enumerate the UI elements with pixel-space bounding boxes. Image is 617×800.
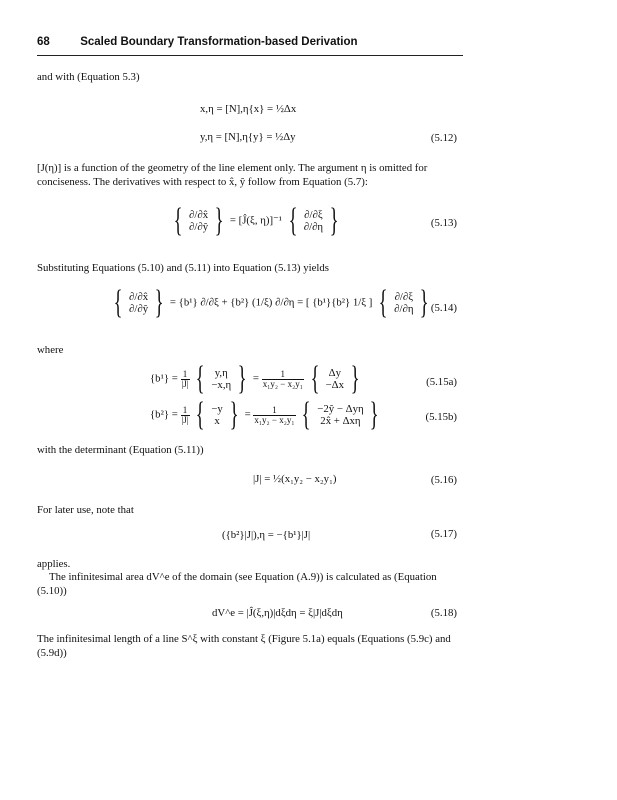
equation-number-5-15b: (5.15b) — [425, 411, 457, 423]
page-number: 68 — [37, 36, 50, 48]
equation-number-5-13: (5.13) — [430, 217, 457, 229]
equation-5-13-mid: = [Ĵ(ξ, η)]⁻¹ — [229, 214, 283, 227]
equation-number-5-12: (5.12) — [430, 132, 457, 144]
header-rule — [37, 55, 463, 56]
where-label: where — [37, 344, 64, 356]
equation-number-5-16: (5.16) — [430, 474, 457, 486]
equation-5-16: |J| = ½(x₁y₂ − x₂y₁) — [253, 473, 337, 485]
equation-5-12-line1: x,η = [N],η{x} = ½Δx — [200, 103, 297, 115]
paragraph-5: For later use, note that — [37, 504, 134, 516]
paragraph-3: Substituting Equations (5.10) and (5.11) into Equation (5.13) yields — [37, 262, 329, 274]
paragraph-1: and with (Equation 5.3) — [37, 71, 140, 83]
equation-5-12-line2: y,η = [N],η{y} = ½Δy — [200, 131, 296, 143]
equation-number-5-18: (5.18) — [430, 607, 457, 619]
paragraph-8: The infinitesimal length of a line S^ξ with constant ξ (Figure 5.1a) equals (Equations (5.9c) and (5.9d)) — [37, 633, 451, 659]
equation-5-15b: {b²} = $\frac{1}{|J|}$ { −y x } = $\frac{1}{\text{x₁y₂ − x₂y₁}}$ { −2ŷ − Δyη 2x̂ + Δxη } — [150, 396, 379, 433]
equation-5-14-body: = {b¹} ∂/∂ξ + {b²} (1/ξ) ∂/∂η = [ {b¹}{b²} 1/ξ ] — [169, 296, 373, 309]
left-brace: { — [288, 202, 298, 239]
paragraph-6: applies. — [37, 558, 71, 570]
right-brace: } — [329, 202, 339, 239]
running-title: Scaled Boundary Transformation-based Derivation — [80, 36, 358, 48]
equation-5-17: ({b²}|J|),η = −{b¹}|J| — [222, 529, 311, 541]
equation-number-5-15a: (5.15a) — [426, 376, 457, 388]
equation-5-14: { ∂/∂x̂ ∂/∂ŷ } = {b¹} ∂/∂ξ + {b²} (1/ξ) ∂/∂η = [ {b¹}{b²} 1/ξ ] { ∂/∂ξ ∂/∂η } — [113, 284, 429, 321]
paragraph-4: with the determinant (Equation (5.11)) — [37, 444, 204, 456]
equation-5-18: dV^e = |Ĵ(ξ,η)|dξdη = ξ|J|dξdη — [212, 607, 343, 619]
right-brace: } — [214, 202, 224, 239]
equation-number-5-14: (5.14) — [430, 302, 457, 314]
equation-5-15a: {b¹} = $\frac{1}{|J|}$ { y,η −x,η } = $\frac{1}{\text{x₁y₂ − x₂y₁}}$ { Δy −Δx } — [150, 360, 360, 397]
rhs-vector: ∂/∂ξ ∂/∂η — [303, 209, 324, 233]
equation-number-5-17: (5.17) — [430, 528, 457, 540]
left-brace: { — [173, 202, 183, 239]
paragraph-2: [J(η)] is a function of the geometry of the line element only. The argument η is omitted for conciseness. The derivatives with respect to x̂, ŷ follow from Equation (5.7): — [37, 162, 428, 188]
paragraph-7: The infinitesimal area dV^e of the domain (see Equation (A.9)) is calculated as (Equation (5.10)) — [37, 571, 437, 597]
equation-5-13 — [170, 204, 342, 238]
lhs-vector: ∂/∂x̂ ∂/∂ŷ — [189, 209, 209, 233]
running-header — [37, 36, 463, 48]
